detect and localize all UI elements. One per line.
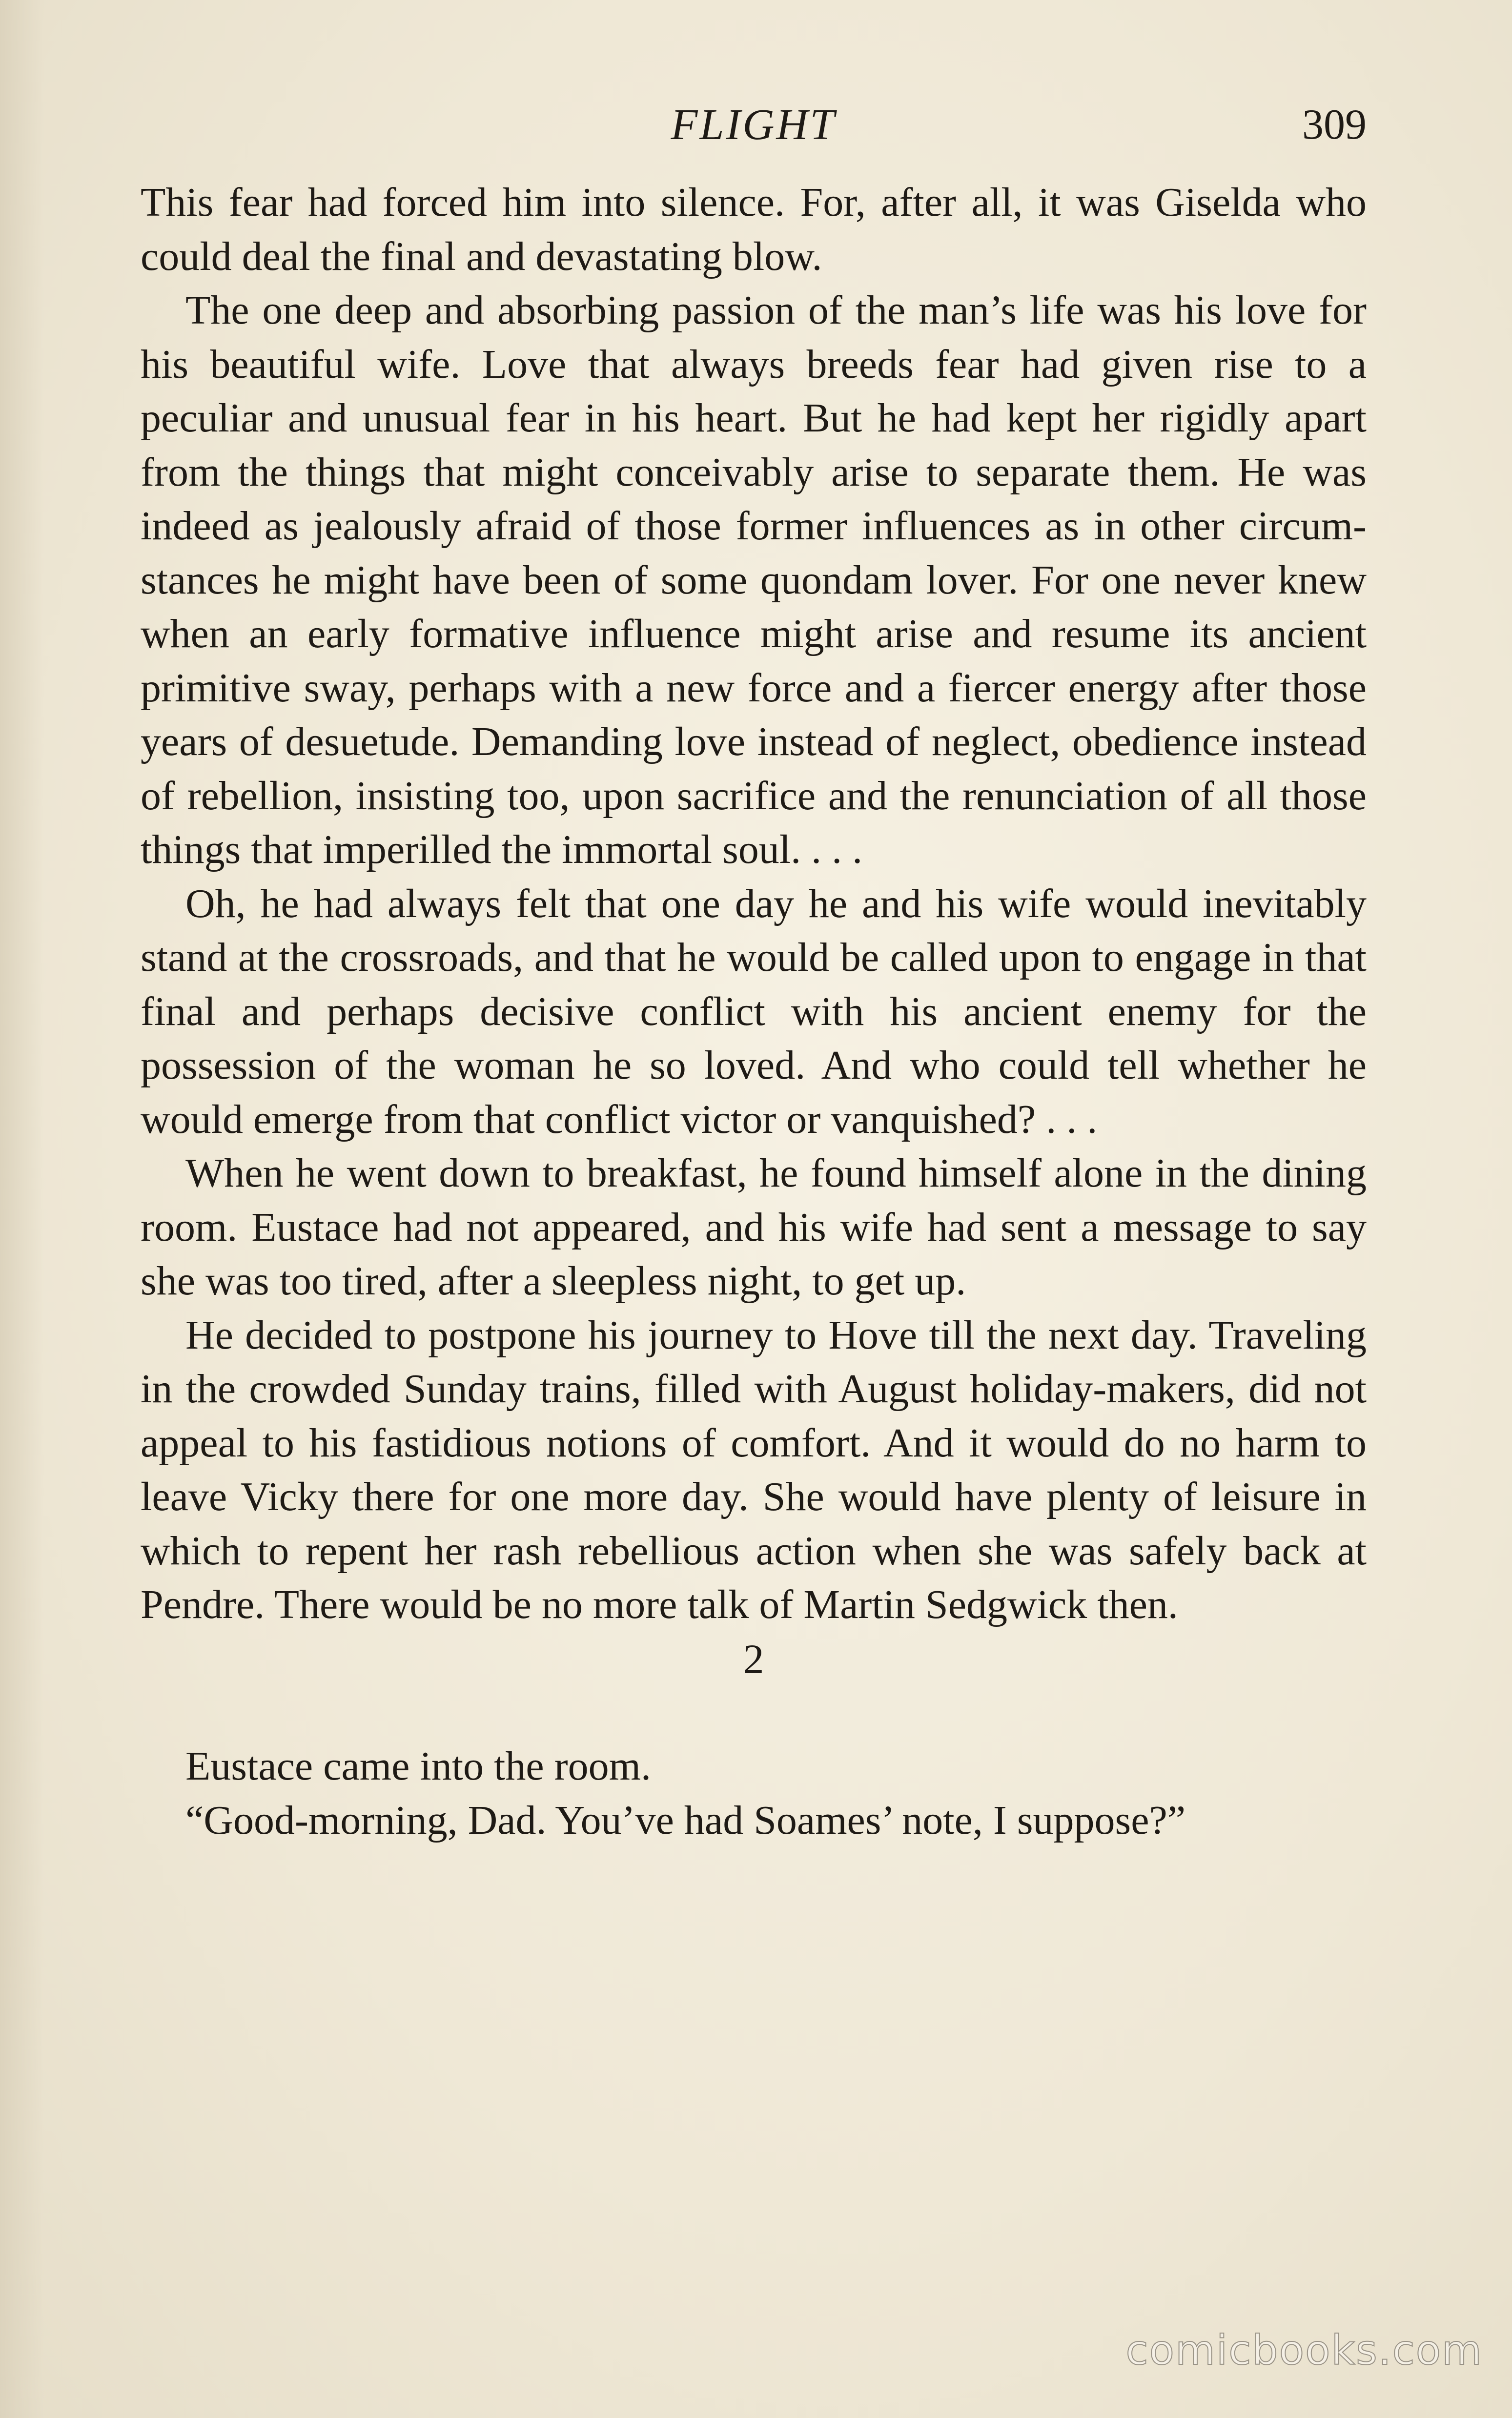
body-text: [141, 176, 1367, 1847]
paragraph-3: Oh, he had always felt that one day he and his wife would inevitably stand at the crossroads, and that he would be called upon to engage in that final and perhaps decisive conflict with his ancient enemy for the possession of the woman he so loved. And who could tell whether he would emerge from that conflict victor or vanquished? . . .: [141, 881, 1367, 1142]
running-title: FLIGHT: [671, 101, 837, 149]
paragraph-1: This fear had forced him into silence. For, after all, it was Giselda who could deal the final and devastating blow.: [141, 180, 1367, 279]
section-number: 2: [743, 1635, 764, 1682]
page-header: [141, 96, 1367, 154]
page-number: 309: [1302, 101, 1367, 148]
spine-shadow: [0, 0, 44, 2418]
paragraph-6: Eustace came into the room.: [185, 1743, 651, 1789]
paragraph-5: He decided to postpone his journey to Hove till the next day. Traveling in the crowded Sunday trains, filled with August holiday-makers, did not appeal to his fastidious notions of comfort. And it would do no harm to leave Vicky there for one more day. She would have plenty of leisure in which to repent her rash rebellious action when she was safely back at Pendre. There would be no more talk of Martin Sedgwick then.: [141, 1312, 1367, 1627]
paragraph-2: The one deep and absorbing passion of the man’s life was his love for his beautiful wife. Love that always breeds fear had given rise to a peculiar and unusual fear in his heart. But he had kept her rigidly apart from the things that might conceivably arise to separate them. He was indeed as jealously afraid of those former influences as in other circumstances he might have been of some quondam lover. For one never knew when an early formative influence might arise and resume its ancient primitive sway, perhaps with a new force and a fiercer energy after those years of desuetude. Demanding love instead of neglect, obedience instead of rebellion, insisting too, upon sacrifice and the renunciation of all those things that imperilled the immortal soul. . . .: [141, 287, 1367, 872]
site-watermark: comicbooks.com: [1125, 2326, 1483, 2374]
paragraph-4: When he went down to breakfast, he found himself alone in the dining room. Eustace had not appeared, and his wife had sent a message to say she was too tired, after a sleepless night, to get up.: [141, 1150, 1367, 1304]
paragraph-7: “Good-morning, Dad. You’ve had Soames’ note, I suppose?”: [185, 1797, 1186, 1843]
